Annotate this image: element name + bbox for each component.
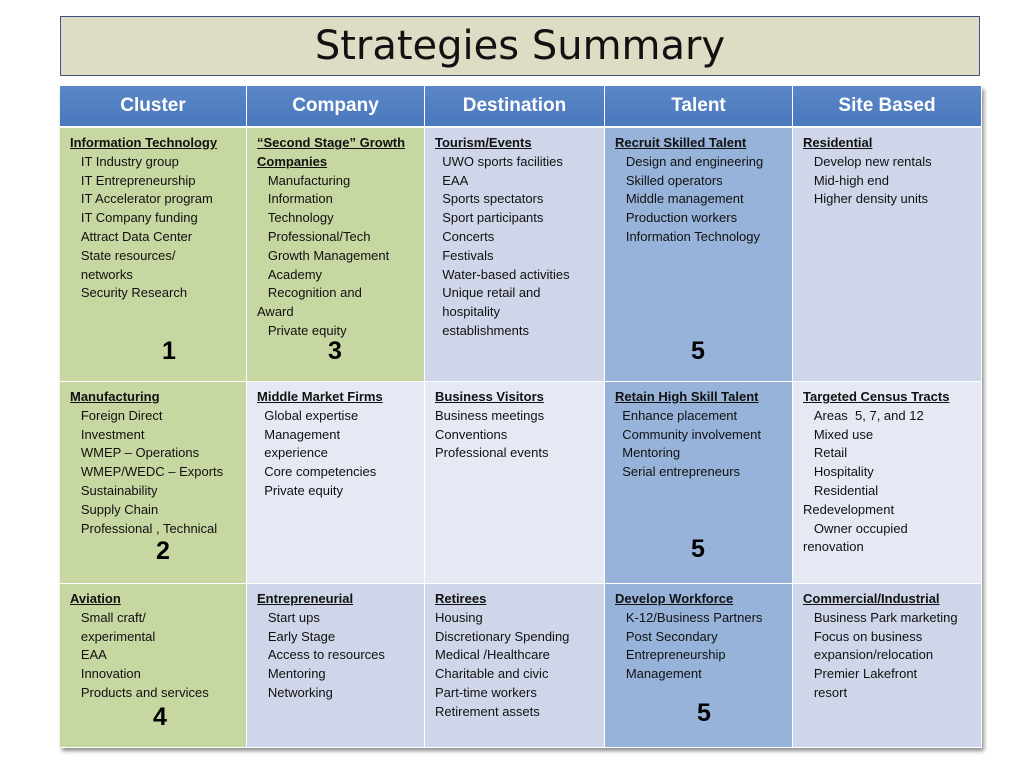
- header-talent: Talent: [605, 86, 793, 128]
- strategy-number: 5: [691, 535, 705, 563]
- cell-items: Develop new rentals Mid-high end Higher density units: [813, 153, 932, 207]
- cell-heading: Middle Market Firms: [257, 389, 383, 404]
- strategy-number: 5: [697, 699, 711, 727]
- cell-items: Enhance placement Community involvement Mentoring Serial entrepreneurs: [622, 407, 761, 480]
- cell-items: Business meetings Conventions Professional events: [435, 407, 549, 461]
- header-destination: Destination: [425, 86, 605, 128]
- cell-items: IT Industry group IT Entrepreneurship IT Accelerator program IT Company funding Attract Data Center State resources/ networks Security Research: [80, 153, 213, 301]
- cell-items: Small craft/ experimental EAA Innovation Products and services: [80, 609, 209, 700]
- cell-items: Areas 5, 7, and 12 Mixed use Retail Hospitality Residential Redevelopment Owner occupied renovation: [803, 407, 924, 555]
- cell-items: Start ups Early Stage Access to resources Mentoring Networking: [267, 609, 385, 700]
- cell-items: Manufacturing Information Technology Professional/Tech Growth Management Academy Recognition and Award Private equity: [257, 172, 390, 338]
- cell-heading: Develop Workforce: [615, 591, 734, 606]
- header-cluster: Cluster: [60, 86, 247, 128]
- cell-talent-recruit: [605, 128, 793, 382]
- cell-cluster-manufacturing: [60, 382, 247, 584]
- cell-heading: Information Technology: [70, 135, 218, 150]
- strategy-number: 2: [156, 537, 170, 565]
- cell-items: UWO sports facilities EAA Sports spectators Sport participants Concerts Festivals Water-based activities Unique retail and hospitality establishments: [442, 153, 570, 338]
- strategy-number: 4: [153, 703, 167, 731]
- cell-heading: Recruit Skilled Talent: [615, 135, 747, 150]
- cell-heading: Residential: [803, 135, 873, 150]
- cell-company-entrepreneurial: [247, 584, 425, 748]
- cell-heading: Tourism/Events: [435, 135, 532, 150]
- slide-title: Strategies Summary: [60, 16, 980, 76]
- strategies-table: [60, 86, 982, 748]
- cell-heading: Entrepreneurial: [257, 591, 354, 606]
- cell-heading: Commercial/Industrial: [803, 591, 940, 606]
- cell-destination-retirees: [425, 584, 605, 748]
- cell-items: Housing Discretionary Spending Medical /Healthcare Charitable and civic Part-time workers Retirement assets: [435, 609, 570, 719]
- cell-site-residential: [793, 128, 982, 382]
- strategy-number: 3: [328, 337, 342, 365]
- cell-talent-develop-workforce: [605, 584, 793, 748]
- cell-destination-business-visitors: [425, 382, 605, 584]
- cell-heading: Aviation: [70, 591, 121, 606]
- cell-company-middle-market: [247, 382, 425, 584]
- cell-items: K-12/Business Partners Post Secondary Entrepreneurship Management: [625, 609, 763, 682]
- cell-site-census-tracts: [793, 382, 982, 584]
- strategy-number: 5: [691, 337, 705, 365]
- cell-items: Design and engineering Skilled operators Middle management Production workers Information Technology: [625, 153, 764, 244]
- cell-heading: Targeted Census Tracts: [803, 389, 950, 404]
- header-site-based: Site Based: [793, 86, 982, 128]
- cell-heading: Retirees: [435, 591, 487, 606]
- cell-cluster-aviation: [60, 584, 247, 748]
- cell-heading: Retain High Skill Talent: [615, 389, 759, 404]
- cell-talent-retain: [605, 382, 793, 584]
- cell-cluster-information-technology: [60, 128, 247, 382]
- cell-items: Global expertise Management experience Core competencies Private equity: [264, 407, 377, 498]
- cell-site-commercial-industrial: [793, 584, 982, 748]
- cell-items: Business Park marketing Focus on business expansion/relocation Premier Lakefront resort: [813, 609, 958, 700]
- header-company: Company: [247, 86, 425, 128]
- cell-company-second-stage: [247, 128, 425, 382]
- cell-heading: Business Visitors: [435, 389, 544, 404]
- cell-heading: Manufacturing: [70, 389, 160, 404]
- cell-destination-tourism: [425, 128, 605, 382]
- cell-heading: “Second Stage” Growth Companies: [257, 135, 406, 169]
- strategy-number: 1: [162, 337, 176, 365]
- cell-items: Foreign Direct Investment WMEP – Operations WMEP/WEDC – Exports Sustainability Supply Chain Professional , Technical: [80, 407, 224, 536]
